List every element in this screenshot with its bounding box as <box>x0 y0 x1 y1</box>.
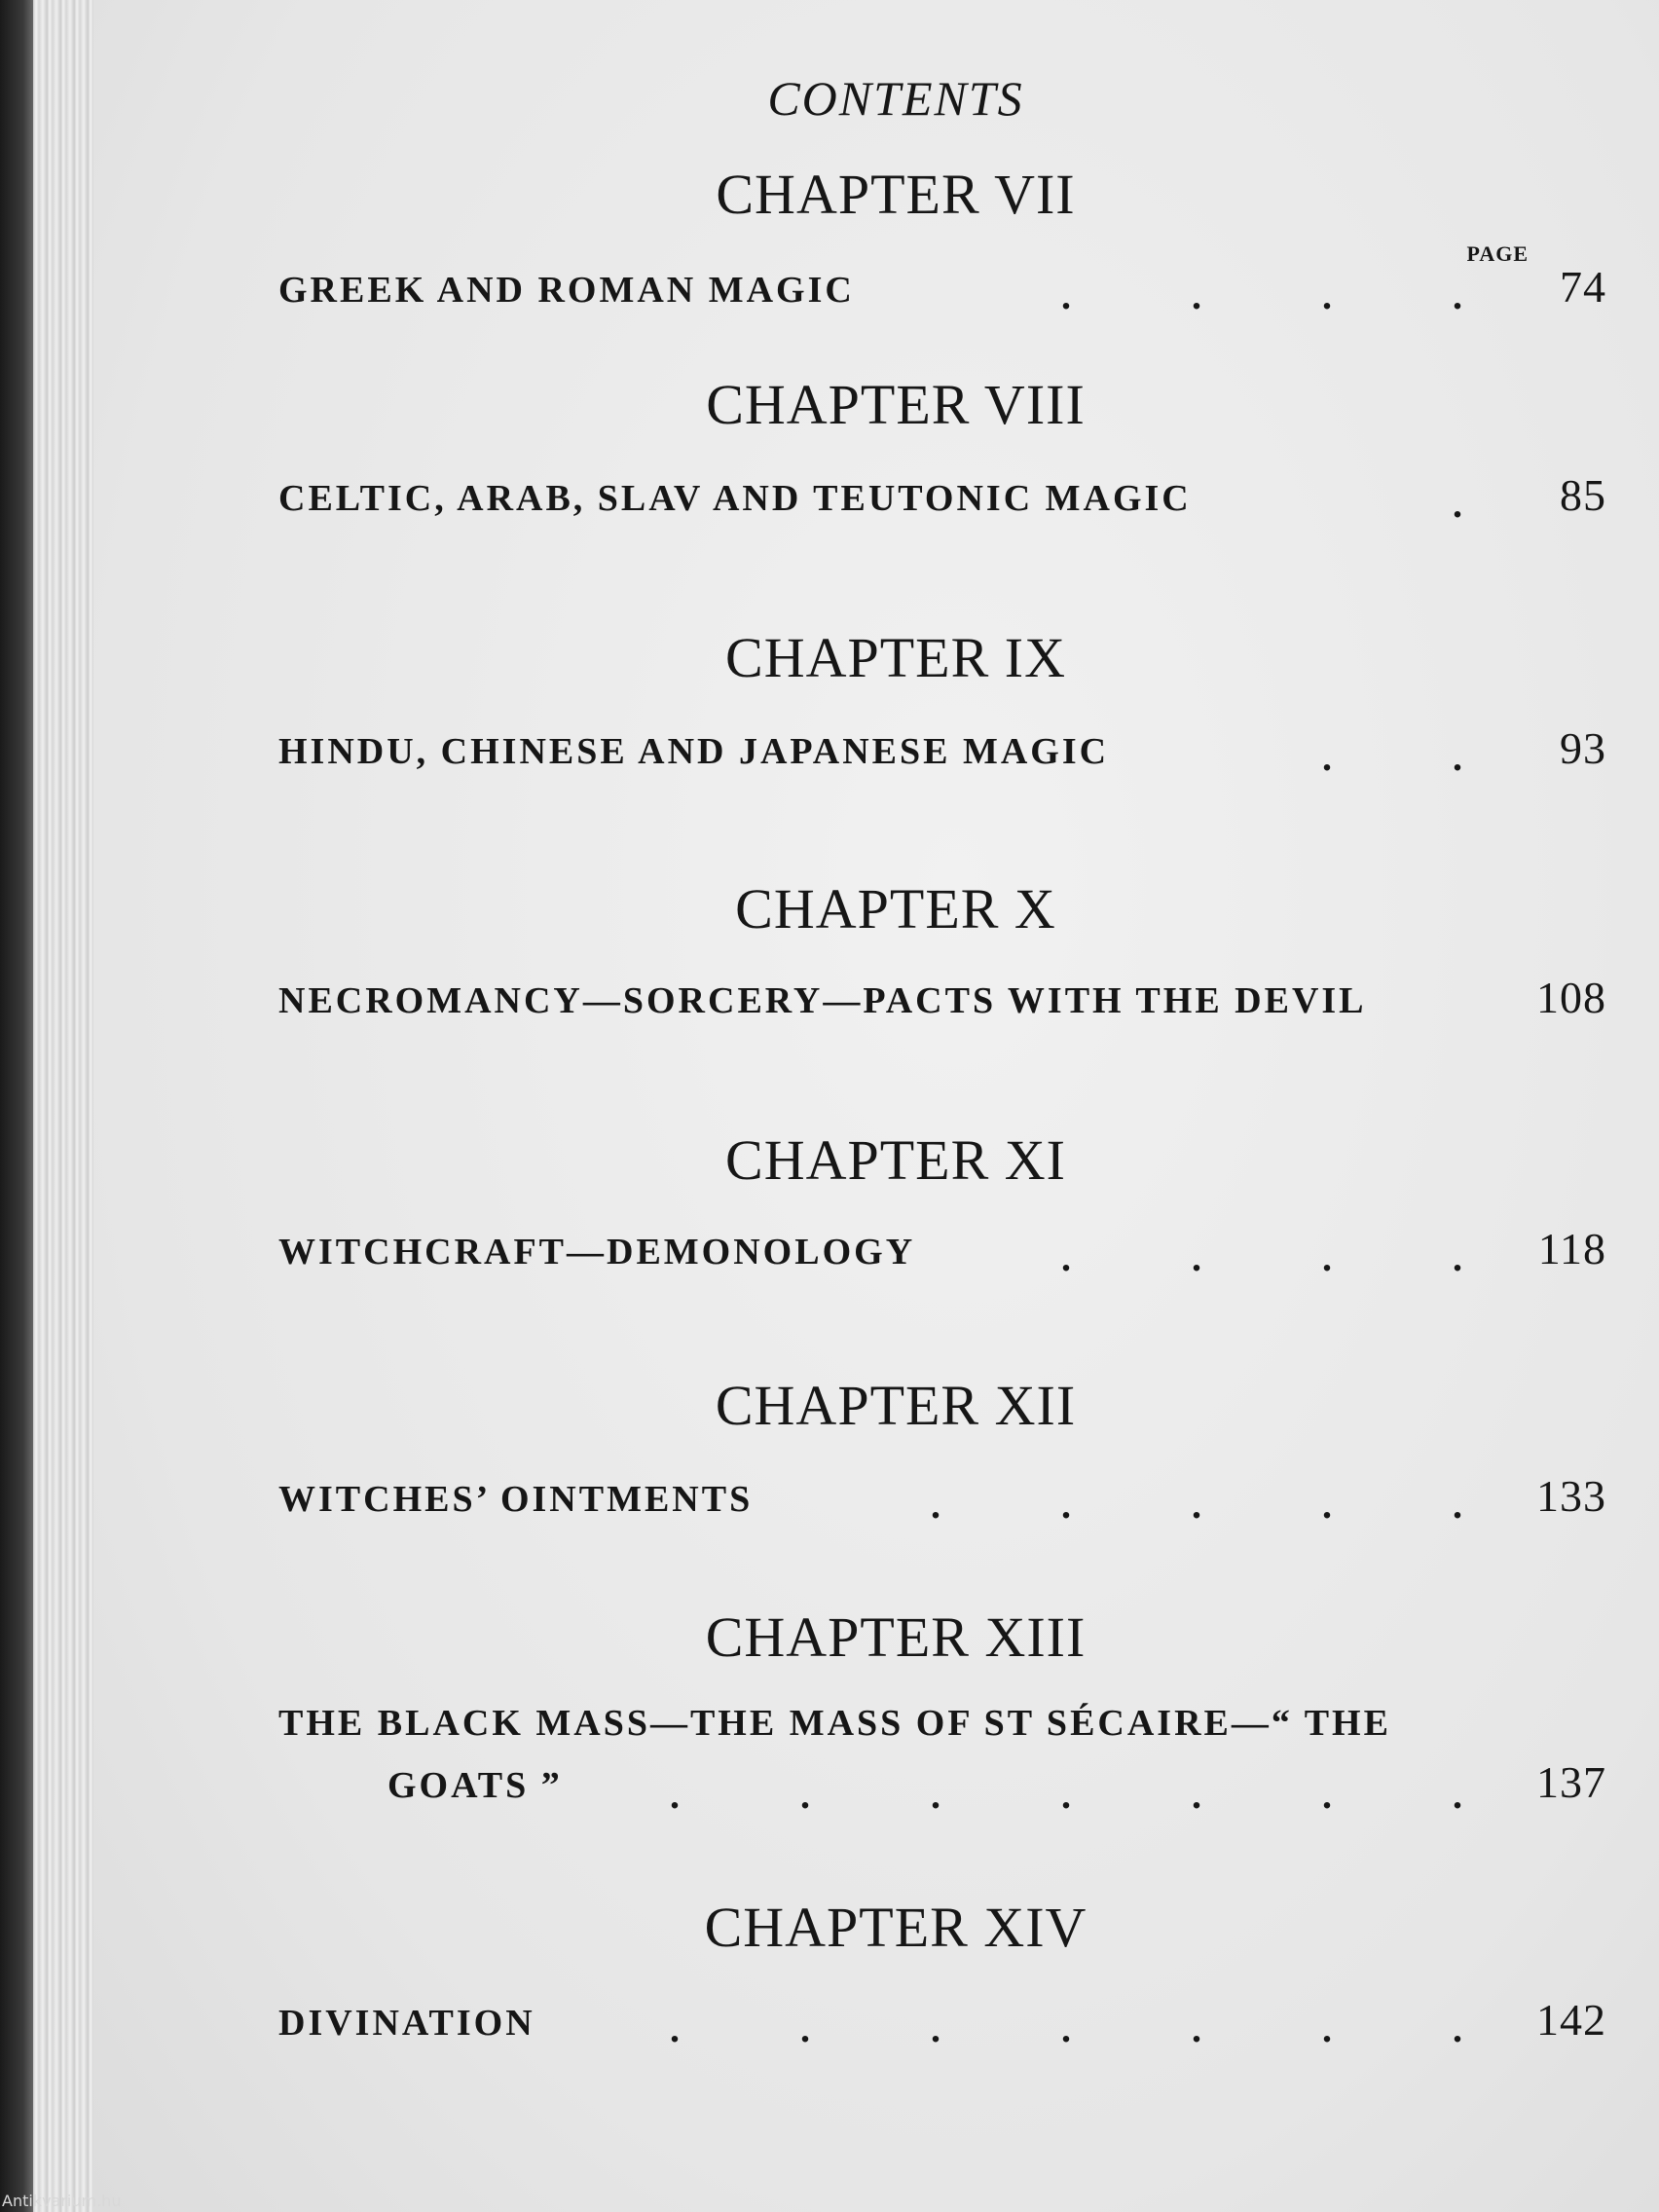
leader-dot: . <box>1061 1483 1074 1527</box>
chapter-heading: CHAPTER XIII <box>705 1605 1087 1669</box>
page-number: 108 <box>1536 973 1606 1022</box>
toc-entry <box>278 1994 1606 2052</box>
entry-title: NECROMANCY—SORCERY—PACTS WITH THE DEVIL <box>278 980 1367 1021</box>
leader-dot: . <box>1322 1235 1335 1279</box>
chapter-heading: CHAPTER XI <box>725 1128 1066 1192</box>
chapter-heading: CHAPTER XII <box>715 1374 1077 1437</box>
leader-dot: . <box>1453 482 1465 526</box>
leader-dot: . <box>1192 1483 1204 1527</box>
leader-dot: . <box>931 1773 943 1817</box>
page-number: 133 <box>1536 1471 1606 1521</box>
leader-dot: . <box>1322 1483 1335 1527</box>
book-spine <box>0 0 33 2212</box>
page-edges <box>33 0 93 2212</box>
entry-title: CELTIC, ARAB, SLAV AND TEUTONIC MAGIC <box>278 478 1192 519</box>
leader-dot: . <box>1453 2007 1465 2050</box>
leader-dot: . <box>1453 274 1465 317</box>
entry-title: WITCHES’ OINTMENTS <box>278 1479 754 1520</box>
toc-entry <box>278 1470 1606 1529</box>
page-number: 74 <box>1560 262 1606 312</box>
chapter-heading: CHAPTER IX <box>725 626 1066 689</box>
page-number: 118 <box>1537 1224 1606 1273</box>
entry-title: HINDU, CHINESE AND JAPANESE MAGIC <box>278 731 1110 772</box>
leader-dot: . <box>1061 2007 1074 2050</box>
entry-title-line1: THE BLACK MASS—THE MASS OF ST SÉCAIRE—“ THE <box>278 1703 1391 1744</box>
entry-title: GREEK AND ROMAN MAGIC <box>278 270 855 311</box>
toc-entry <box>278 469 1606 528</box>
toc-entry <box>278 1702 1606 1828</box>
leader-dot: . <box>1322 2007 1335 2050</box>
leader-dot: . <box>1061 1773 1074 1817</box>
leader-dot: . <box>1322 1773 1335 1817</box>
page-number: 142 <box>1536 1995 1606 2045</box>
leader-dot: . <box>800 1773 813 1817</box>
chapter-heading: CHAPTER VIII <box>706 373 1086 436</box>
toc-entry <box>278 972 1606 1030</box>
entry-title-line2: GOATS ” <box>387 1765 563 1806</box>
leader-dot: . <box>1453 1773 1465 1817</box>
leader-dot: . <box>1322 735 1335 779</box>
leader-dot: . <box>800 2007 813 2050</box>
toc-entry <box>278 1223 1606 1281</box>
leader-dot: . <box>1192 1773 1204 1817</box>
toc-entry <box>278 722 1606 781</box>
leader-dot: . <box>670 1773 682 1817</box>
leader-dot: . <box>931 2007 943 2050</box>
leader-dot: . <box>1192 274 1204 317</box>
entry-title: WITCHCRAFT—DEMONOLOGY <box>278 1232 916 1272</box>
entry-title: DIVINATION <box>278 2003 535 2044</box>
leader-dot: . <box>1192 2007 1204 2050</box>
contents-page <box>93 0 1659 2212</box>
chapter-heading: CHAPTER VII <box>716 163 1076 226</box>
leader-dot: . <box>1061 274 1074 317</box>
leader-dot: . <box>1061 1235 1074 1279</box>
chapter-heading: CHAPTER X <box>735 877 1056 940</box>
page-number: 93 <box>1560 723 1606 773</box>
contents-title: CONTENTS <box>767 71 1024 126</box>
leader-dot: . <box>931 1483 943 1527</box>
leader-dot: . <box>1322 274 1335 317</box>
page-column-label: PAGE <box>1466 241 1529 266</box>
page-number: 85 <box>1560 470 1606 520</box>
leader-dot: . <box>670 2007 682 2050</box>
chapter-heading: CHAPTER XIV <box>704 1896 1088 1959</box>
leader-dot: . <box>1192 1235 1204 1279</box>
leader-dot: . <box>1453 735 1465 779</box>
toc-entry <box>278 261 1606 319</box>
page-number: 137 <box>1536 1757 1606 1807</box>
leader-dot: . <box>1453 1235 1465 1279</box>
watermark: Antikvarium.hu <box>2 2192 122 2210</box>
leader-dot: . <box>1453 1483 1465 1527</box>
